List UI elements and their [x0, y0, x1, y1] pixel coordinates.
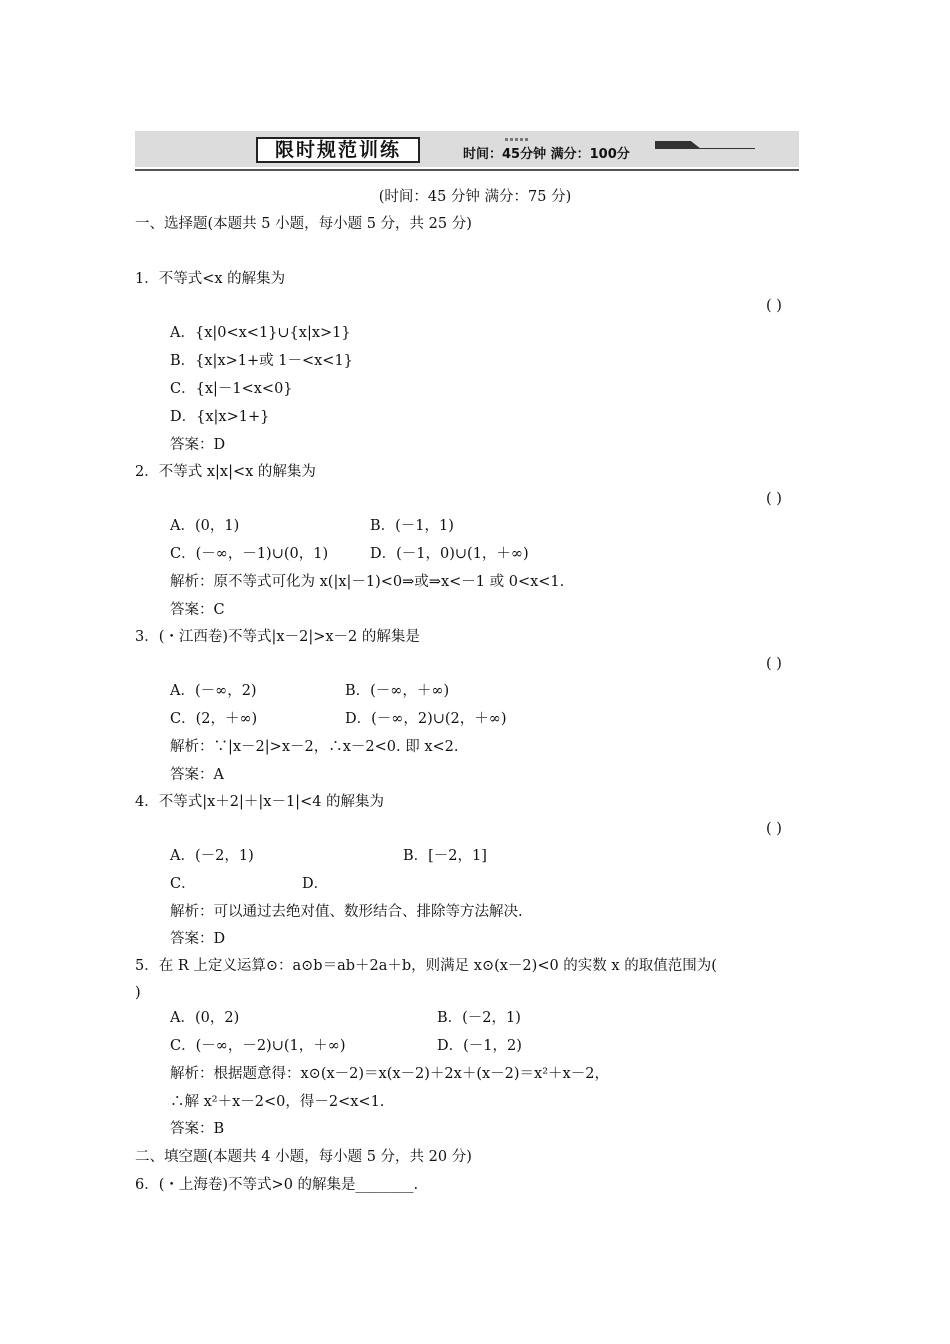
q3-option-b: B．(－∞，＋∞)	[345, 683, 450, 699]
q4-stem: 4．不等式|x＋2|＋|x－1|<4 的解集为	[135, 794, 385, 810]
banner-info: 时间：45分钟 满分：100分	[463, 147, 630, 162]
q1-answer-bracket: ( )	[766, 298, 782, 314]
q5-option-d: D．(－1，2)	[437, 1038, 522, 1054]
q4-option-a: A．(－2，1)	[170, 848, 254, 864]
q5-analysis-line-1: 解析：根据题意得：x⊙(x－2)＝x(x－2)＋2x＋(x－2)＝x²＋x－2，	[170, 1066, 609, 1082]
section-heading-choice: 一、选择题(本题共 5 小题，每小题 5 分，共 25 分)	[135, 216, 472, 232]
q2-analysis: 解析：原不等式可化为 x(|x|－1)<0⇒或⇒x<－1 或 0<x<1.	[170, 574, 565, 590]
q2-answer-bracket: ( )	[766, 491, 782, 507]
q3-option-d: D．(－∞，2)∪(2，＋∞)	[345, 711, 507, 727]
q4-answer: 答案：D	[170, 931, 226, 947]
q1-answer: 答案：D	[170, 437, 226, 453]
q1-option-b: B．{x|x>1+或 1－<x<1}	[170, 353, 353, 369]
q4-option-c: C．	[170, 876, 196, 892]
q5-option-b: B．(－2，1)	[437, 1010, 521, 1026]
q6-stem: 6．(・上海卷)不等式>0 的解集是________.	[135, 1177, 419, 1193]
q5-analysis-line-2: ∴解 x²＋x－2<0，得－2<x<1.	[170, 1094, 385, 1110]
q3-option-c: C．(2，＋∞)	[170, 711, 258, 727]
q1-stem: 1．不等式<x 的解集为	[135, 271, 286, 287]
q3-analysis: 解析：∵|x－2|>x－2，∴x－2<0. 即 x<2.	[170, 739, 459, 755]
q4-analysis: 解析：可以通过去绝对值、数形结合、排除等方法解决.	[170, 904, 523, 920]
q5-stem-continued: )	[135, 985, 141, 1001]
section-heading-fill: 二、填空题(本题共 4 小题，每小题 5 分，共 20 分)	[135, 1149, 472, 1165]
q5-stem: 5．在 R 上定义运算⊙：a⊙b＝ab＋2a＋b，则满足 x⊙(x－2)<0 的实数 x 的取值范围为(	[135, 958, 717, 974]
q1-option-d: D．{x|x>1+}	[170, 409, 270, 425]
q3-stem: 3．(・江西卷)不等式|x－2|>x－2 的解集是	[135, 629, 420, 645]
header-banner	[135, 131, 799, 173]
banner-dots-decoration	[505, 138, 529, 141]
q3-answer-bracket: ( )	[766, 656, 782, 672]
q5-option-a: A．(0，2)	[170, 1010, 240, 1026]
banner-line-decoration	[695, 148, 755, 149]
q2-option-d: D．(－1，0)∪(1，＋∞)	[370, 546, 529, 562]
q5-answer: 答案：B	[170, 1121, 225, 1137]
q4-answer-bracket: ( )	[766, 821, 782, 837]
q4-option-b: B．[－2，1]	[403, 848, 487, 864]
q2-option-a: A．(0，1)	[170, 518, 240, 534]
banner-rule	[135, 169, 799, 171]
q5-option-c: C．(－∞，－2)∪(1，＋∞)	[170, 1038, 346, 1054]
q2-stem: 2．不等式 x|x|<x 的解集为	[135, 464, 316, 480]
q1-option-c: C．{x|－1<x<0}	[170, 381, 293, 397]
q2-option-c: C．(－∞，－1)∪(0，1)	[170, 546, 329, 562]
q3-option-a: A．(－∞，2)	[170, 683, 257, 699]
time-note: (时间：45 分钟 满分：75 分)	[378, 189, 572, 205]
q1-option-a: A．{x|0<x<1}∪{x|x>1}	[170, 325, 351, 341]
banner-title: 限时规范训练	[256, 137, 420, 163]
q2-answer: 答案：C	[170, 602, 225, 618]
q3-answer: 答案：A	[170, 767, 224, 783]
q4-option-d: D．	[302, 876, 329, 892]
q2-option-b: B．(－1，1)	[370, 518, 454, 534]
